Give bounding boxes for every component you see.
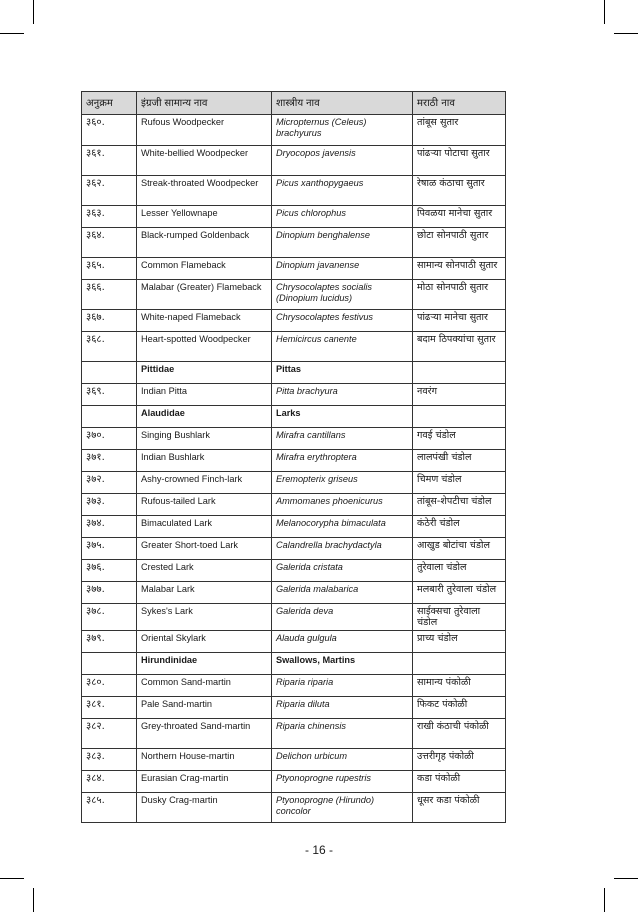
english-name-cell: Pale Sand-martin xyxy=(137,697,272,719)
marathi-name-cell xyxy=(413,406,506,428)
table-row xyxy=(82,538,506,560)
marathi-name-cell: सामान्य सोनपाठी सुतार xyxy=(413,258,506,280)
marathi-name-cell: पांढऱ्या मानेचा सुतार xyxy=(413,310,506,332)
scientific-name-cell: Riparia riparia xyxy=(272,675,413,697)
english-name-cell: Alaudidae xyxy=(137,406,272,428)
table-row xyxy=(82,749,506,771)
table-row xyxy=(82,516,506,538)
serial-cell: ३८२. xyxy=(82,719,137,749)
serial-cell: ३६९. xyxy=(82,384,137,406)
english-name-cell: Grey-throated Sand-martin xyxy=(137,719,272,749)
table-row xyxy=(82,675,506,697)
marathi-name-cell xyxy=(413,653,506,675)
scientific-name-cell: Picus xanthopygaeus xyxy=(272,176,413,206)
english-name-cell: Northern House-martin xyxy=(137,749,272,771)
column-header-scientific-name: शास्त्रीय नाव xyxy=(272,92,413,115)
marathi-name-cell: गवई चंडोल xyxy=(413,428,506,450)
marathi-name-cell: धूसर कडा पंकोळी xyxy=(413,793,506,823)
serial-cell: ३६०. xyxy=(82,115,137,146)
marathi-name-cell: तुरेवाला चंडोल xyxy=(413,560,506,582)
serial-cell: ३६८. xyxy=(82,332,137,362)
scientific-name-cell: Eremopterix griseus xyxy=(272,472,413,494)
scientific-name-cell: Dinopium benghalense xyxy=(272,228,413,258)
marathi-name-cell: राखी कंठाची पंकोळी xyxy=(413,719,506,749)
scientific-name-cell: Galerida malabarica xyxy=(272,582,413,604)
marathi-name-cell: मोठा सोनपाठी सुतार xyxy=(413,280,506,310)
marathi-name-cell: कडा पंकोळी xyxy=(413,771,506,793)
english-name-cell: Oriental Skylark xyxy=(137,631,272,653)
family-row xyxy=(82,406,506,428)
english-name-cell: Lesser Yellownape xyxy=(137,206,272,228)
english-name-cell: Rufous-tailed Lark xyxy=(137,494,272,516)
serial-cell: ३८५. xyxy=(82,793,137,823)
scientific-name-cell: Chrysocolaptes socialis (Dinopium lucidus) xyxy=(272,280,413,310)
marathi-name-cell: चिमण चंडोल xyxy=(413,472,506,494)
table-row xyxy=(82,176,506,206)
english-name-cell: Sykes's Lark xyxy=(137,604,272,631)
marathi-name-cell: पिवळया मानेचा सुतार xyxy=(413,206,506,228)
serial-cell: ३७६. xyxy=(82,560,137,582)
marathi-name-cell: तांबूस-शेपटीचा चंडोल xyxy=(413,494,506,516)
scientific-name-cell: Melanocorypha bimaculata xyxy=(272,516,413,538)
english-name-cell: Indian Bushlark xyxy=(137,450,272,472)
table-row xyxy=(82,793,506,823)
crop-mark xyxy=(604,0,605,24)
serial-cell: ३६१. xyxy=(82,146,137,176)
serial-cell: ३८४. xyxy=(82,771,137,793)
column-header-marathi-name: मराठी नाव xyxy=(413,92,506,115)
english-name-cell: Greater Short-toed Lark xyxy=(137,538,272,560)
family-row xyxy=(82,653,506,675)
english-name-cell: Dusky Crag-martin xyxy=(137,793,272,823)
scientific-name-cell: Mirafra erythroptera xyxy=(272,450,413,472)
scientific-name-cell: Galerida deva xyxy=(272,604,413,631)
scientific-name-cell: Galerida cristata xyxy=(272,560,413,582)
column-header-english-name: इंग्रजी सामान्य नाव xyxy=(137,92,272,115)
serial-cell: ३६६. xyxy=(82,280,137,310)
crop-mark xyxy=(33,0,34,24)
serial-cell xyxy=(82,362,137,384)
scientific-name-cell: Ptyonoprogne rupestris xyxy=(272,771,413,793)
serial-cell: ३७७. xyxy=(82,582,137,604)
scientific-name-cell: Riparia chinensis xyxy=(272,719,413,749)
scientific-name-cell: Ptyonoprogne (Hirundo) concolor xyxy=(272,793,413,823)
english-name-cell: Malabar Lark xyxy=(137,582,272,604)
serial-cell: ३६५. xyxy=(82,258,137,280)
scientific-name-cell: Larks xyxy=(272,406,413,428)
table-row xyxy=(82,332,506,362)
scientific-name-cell: Picus chlorophus xyxy=(272,206,413,228)
scientific-name-cell: Mirafra cantillans xyxy=(272,428,413,450)
serial-cell: ३६२. xyxy=(82,176,137,206)
english-name-cell: Ashy-crowned Finch-lark xyxy=(137,472,272,494)
scientific-name-cell: Delichon urbicum xyxy=(272,749,413,771)
scientific-name-cell: Swallows, Martins xyxy=(272,653,413,675)
scientific-name-cell: Dryocopos javensis xyxy=(272,146,413,176)
table-row xyxy=(82,428,506,450)
column-header-serial: अनुक्रम xyxy=(82,92,137,115)
marathi-name-cell: सामान्य पंकोळी xyxy=(413,675,506,697)
serial-cell xyxy=(82,653,137,675)
scientific-name-cell: Ammomanes phoenicurus xyxy=(272,494,413,516)
table-row xyxy=(82,310,506,332)
table-row xyxy=(82,206,506,228)
marathi-name-cell: उत्तरीगृह पंकोळी xyxy=(413,749,506,771)
marathi-name-cell: प्राच्य चंडोल xyxy=(413,631,506,653)
page-number: - 16 - xyxy=(304,843,333,857)
serial-cell: ३७५. xyxy=(82,538,137,560)
serial-cell: ३६७. xyxy=(82,310,137,332)
table-row xyxy=(82,146,506,176)
english-name-cell: Rufous Woodpecker xyxy=(137,115,272,146)
table-body xyxy=(82,115,506,823)
family-row xyxy=(82,362,506,384)
serial-cell: ३७३. xyxy=(82,494,137,516)
english-name-cell: Hirundinidae xyxy=(137,653,272,675)
serial-cell: ३६३. xyxy=(82,206,137,228)
serial-cell: ३७४. xyxy=(82,516,137,538)
serial-cell: ३७९. xyxy=(82,631,137,653)
english-name-cell: Malabar (Greater) Flameback xyxy=(137,280,272,310)
marathi-name-cell: रेषाळ कंठाचा सुतार xyxy=(413,176,506,206)
serial-cell: ३७१. xyxy=(82,450,137,472)
english-name-cell: Common Sand-martin xyxy=(137,675,272,697)
serial-cell: ३७०. xyxy=(82,428,137,450)
marathi-name-cell: साईक्सचा तुरेवाला चंडोल xyxy=(413,604,506,631)
table-row xyxy=(82,697,506,719)
scientific-name-cell: Pittas xyxy=(272,362,413,384)
marathi-name-cell: लालपंखी चंडोल xyxy=(413,450,506,472)
marathi-name-cell: छोटा सोनपाठी सुतार xyxy=(413,228,506,258)
scientific-name-cell: Alauda gulgula xyxy=(272,631,413,653)
english-name-cell: Eurasian Crag-martin xyxy=(137,771,272,793)
serial-cell: ३६४. xyxy=(82,228,137,258)
crop-mark xyxy=(614,33,638,34)
marathi-name-cell: पांढऱ्या पोटाचा सुतार xyxy=(413,146,506,176)
crop-mark xyxy=(0,33,24,34)
crop-mark xyxy=(0,878,24,879)
scientific-name-cell: Chrysocolaptes festivus xyxy=(272,310,413,332)
scientific-name-cell: Dinopium javanense xyxy=(272,258,413,280)
table-row xyxy=(82,228,506,258)
serial-cell xyxy=(82,406,137,428)
scientific-name-cell: Riparia diluta xyxy=(272,697,413,719)
table-row xyxy=(82,280,506,310)
english-name-cell: Crested Lark xyxy=(137,560,272,582)
table-row xyxy=(82,384,506,406)
english-name-cell: Singing Bushlark xyxy=(137,428,272,450)
table-row xyxy=(82,560,506,582)
scientific-name-cell: Calandrella brachydactyla xyxy=(272,538,413,560)
table-row xyxy=(82,450,506,472)
english-name-cell: Streak-throated Woodpecker xyxy=(137,176,272,206)
bird-names-table xyxy=(81,91,506,823)
table-header-row xyxy=(82,92,506,115)
marathi-name-cell: बदाम ठिपक्यांचा सुतार xyxy=(413,332,506,362)
serial-cell: ३७८. xyxy=(82,604,137,631)
english-name-cell: Heart-spotted Woodpecker xyxy=(137,332,272,362)
serial-cell: ३८१. xyxy=(82,697,137,719)
marathi-name-cell: तांबूस सुतार xyxy=(413,115,506,146)
crop-mark xyxy=(33,888,34,912)
marathi-name-cell: नवरंग xyxy=(413,384,506,406)
table-row xyxy=(82,719,506,749)
english-name-cell: Pittidae xyxy=(137,362,272,384)
marathi-name-cell: मलबारी तुरेवाला चंडोल xyxy=(413,582,506,604)
marathi-name-cell: आखुड बोटांचा चंडोल xyxy=(413,538,506,560)
english-name-cell: White-bellied Woodpecker xyxy=(137,146,272,176)
table-row xyxy=(82,771,506,793)
english-name-cell: White-naped Flameback xyxy=(137,310,272,332)
table-row xyxy=(82,631,506,653)
english-name-cell: Common Flameback xyxy=(137,258,272,280)
serial-cell: ३८३. xyxy=(82,749,137,771)
table-row xyxy=(82,604,506,631)
serial-cell: ३७२. xyxy=(82,472,137,494)
crop-mark xyxy=(614,878,638,879)
marathi-name-cell: कंठेरी चंडोल xyxy=(413,516,506,538)
table-row xyxy=(82,582,506,604)
marathi-name-cell xyxy=(413,362,506,384)
table-row xyxy=(82,258,506,280)
scientific-name-cell: Pitta brachyura xyxy=(272,384,413,406)
serial-cell: ३८०. xyxy=(82,675,137,697)
english-name-cell: Black-rumped Goldenback xyxy=(137,228,272,258)
scientific-name-cell: Micropternus (Celeus) brachyurus xyxy=(272,115,413,146)
english-name-cell: Indian Pitta xyxy=(137,384,272,406)
table-row xyxy=(82,115,506,146)
table-row xyxy=(82,494,506,516)
table-row xyxy=(82,472,506,494)
english-name-cell: Bimaculated Lark xyxy=(137,516,272,538)
crop-mark xyxy=(604,888,605,912)
scientific-name-cell: Hemicircus canente xyxy=(272,332,413,362)
marathi-name-cell: फिकट पंकोळी xyxy=(413,697,506,719)
